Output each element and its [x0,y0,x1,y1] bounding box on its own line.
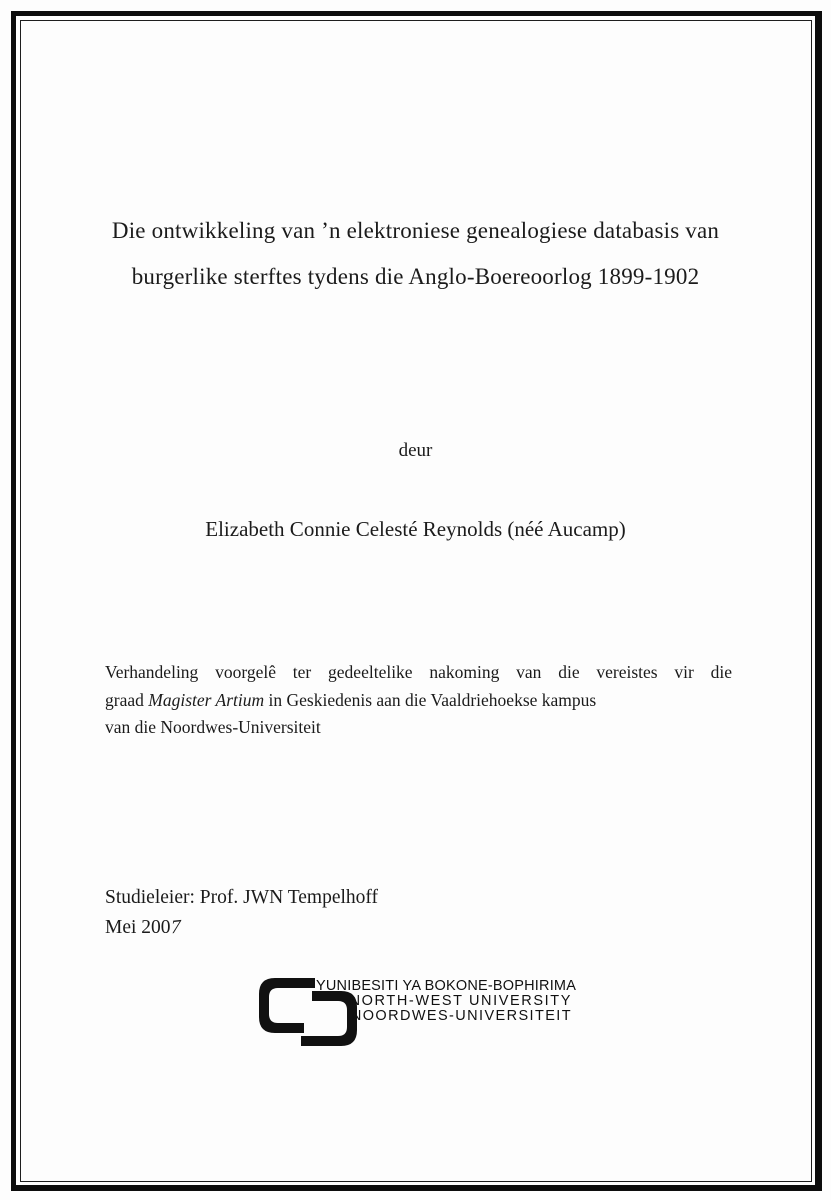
university-name-english: NORTH-WEST UNIVERSITY [349,993,572,1009]
university-name-afrikaans: NOORDWES-UNIVERSITEIT [350,1008,572,1024]
degree-name-italic: Magister Artium [148,689,265,710]
thesis-title-line-1: Die ontwikkeling van ’n elektroniese genealogiese databasis van [111,218,720,243]
date-prefix: Mei 200 [105,917,171,938]
date-line [105,913,378,943]
date-last-digit: 7 [169,916,182,939]
thesis-title [60,208,771,300]
university-wordmark [316,978,577,1024]
byline-deur: deur [398,440,433,461]
statement-line-2-suffix: in Geskiedenis aan die Vaaldriehoekse kampus [264,689,597,710]
university-name-setswana: YUNIBESITI YA BOKONE-BOPHIRIMA [316,978,577,994]
statement-line-2 [105,687,732,715]
statement-line-3: van die Noordwes-Universiteit [105,717,321,737]
supervisor-block [105,883,378,943]
submission-statement [105,659,732,742]
supervisor-line: Studieleier: Prof. JWN Tempelhoff [105,887,379,908]
statement-line-2-prefix: graad [105,689,149,710]
author-name: Elizabeth Connie Celesté Reynolds (néé Aucamp) [205,517,626,541]
statement-line-1: Verhandeling voorgelê ter gedeeltelike nakoming van die vereistes vir die [105,662,732,682]
thesis-title-line-2: burgerlike sterftes tydens die Anglo-Boereoorlog 1899-1902 [131,264,700,289]
